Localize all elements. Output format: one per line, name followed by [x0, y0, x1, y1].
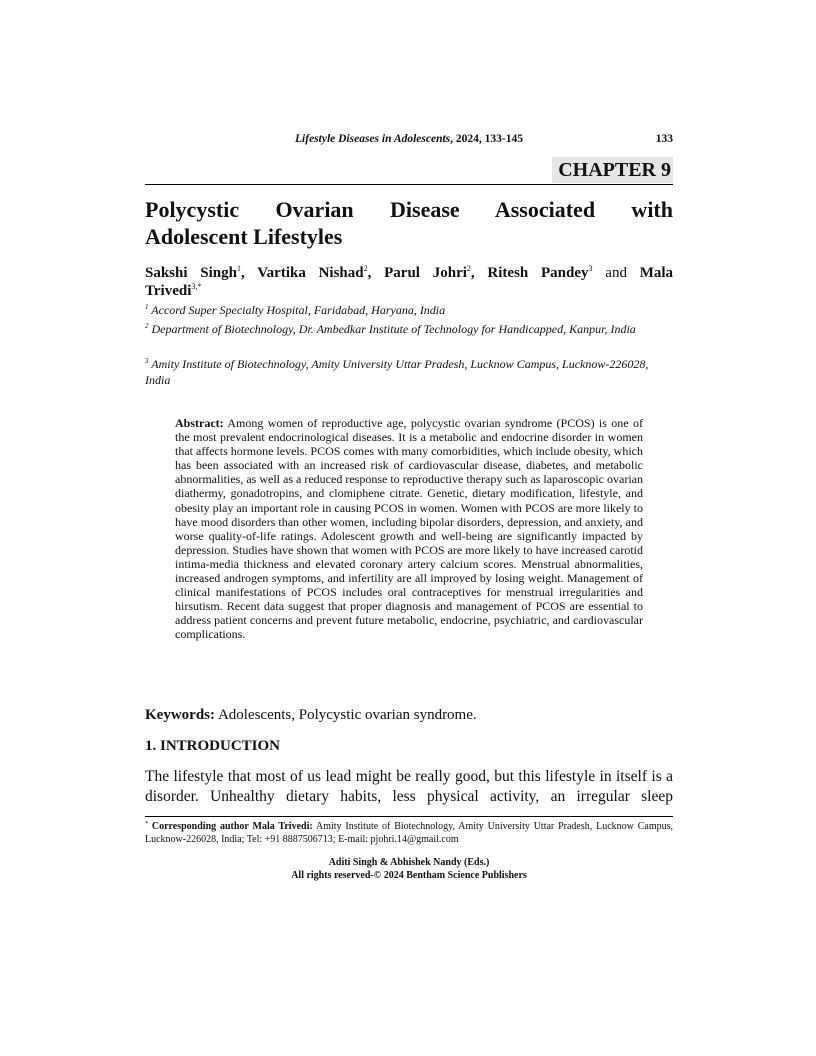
- affiliation-1: [145, 303, 673, 319]
- chapter-banner: [145, 157, 673, 185]
- author-last-name: Trivedi: [145, 283, 192, 299]
- author-affil-marker: 1: [236, 264, 241, 273]
- author-line-2: [145, 283, 201, 299]
- affiliation-text: Amity Institute of Biotechnology, Amity University Uttar Pradesh, Lucknow Campus, Lucknow-226028, India: [145, 357, 649, 387]
- chapter-title-line-1: Polycystic Ovarian Disease Associated with: [145, 197, 673, 222]
- footnote-label: Corresponding author Mala Trivedi:: [151, 821, 313, 832]
- journal-name: Lifestyle Diseases in Adolescents: [295, 133, 451, 145]
- running-header: [145, 133, 673, 149]
- author-name: Parul Johri: [384, 265, 467, 281]
- author-name: Vartika Nishad: [257, 265, 364, 281]
- chapter-title-line-2: Adolescent Lifestyles: [145, 224, 343, 249]
- journal-details: , 2024, 133-145: [450, 133, 523, 145]
- footnote-text: Amity Institute of Biotechnology, Amity University Uttar Pradesh, Lucknow Campus, Lucknow-226028, India; Tel: +91 8887506713; E-mail: pjohri.14@gmail.com: [145, 821, 674, 845]
- author-line-1: Sakshi Singh$^1$, Vartika Nishad$^2$, Parul Johri$^2$, Ritesh Pandey$^3$ and Mala: [145, 264, 674, 281]
- affiliation-text: Accord Super Specialty Hospital, Faridabad, Haryana, India: [151, 303, 446, 317]
- footnote-marker: *: [145, 821, 148, 827]
- affiliation-marker: 1: [145, 303, 149, 311]
- author-affil-marker: 2: [363, 264, 368, 273]
- journal-citation: [145, 133, 673, 145]
- author-affil-marker: 3: [588, 264, 593, 273]
- section-heading-introduction: 1. INTRODUCTION: [145, 738, 281, 754]
- abstract-label: Abstract:: [175, 416, 224, 430]
- author-affil-marker: 3,*: [191, 282, 202, 291]
- keywords-text: Adolescents, Polycystic ovarian syndrome.: [217, 707, 477, 723]
- abstract: [175, 416, 643, 642]
- author-first-name: Mala: [639, 265, 674, 281]
- page-number: 133: [655, 133, 673, 145]
- abstract-text: Among women of reproductive age, polycystic ovarian syndrome (PCOS) is one of the most prevalent endocrinological diseases. It is a metabolic and endocrine disorder in women that affects hormone levels. PCOS comes with many comorbidities, which include obesity, which has been associated with an increased risk of cardiovascular disease, diabetes, and metabolic abnormalities, as well as a reduced response to reproductive therapy such as laparoscopic ovarian diathermy, gonadotropins, and clomiphene citrate. Genetic, dietary modification, lifestyle, and obesity play an important role in causing PCOS in women. Women with PCOS are more likely to have mood disorders than other women, including bipolar disorders, depression, and anxiety, and worse quality-of-life ratings. Adolescent growth and well-being are significantly impacted by depression. Studies have shown that women with PCOS are more likely to have increased carotid intima-media thickness and elevated coronary artery calcium scores. Menstrual abnormalities, increased androgen symptoms, and infertility are all improved by losing weight. Management of clinical manifestations of PCOS includes oral contraceptives for menstrual irregularities and hirsutism. Recent data suggest that proper diagnosis and management of PCOS are essential to address patient concerns and prevent future metabolic, endocrine, psychiatric, and cardiovascular complications.: [175, 416, 643, 642]
- copyright-line: All rights reserved-© 2024 Bentham Science Publishers: [291, 869, 527, 881]
- affiliation-2: [145, 322, 673, 338]
- affiliation-3: [145, 357, 673, 388]
- author-name: Sakshi Singh: [145, 265, 237, 281]
- author-list: [145, 264, 673, 300]
- book-credits: [145, 857, 673, 882]
- corresponding-author-footnote: [145, 820, 673, 846]
- affiliation-marker: 2: [145, 322, 149, 330]
- author-conjunction: and: [605, 265, 627, 281]
- editors-line: Aditi Singh & Abhishek Nandy (Eds.): [328, 857, 490, 868]
- keywords-label: Keywords:: [145, 707, 215, 723]
- author-name: Ritesh Pandey: [487, 265, 589, 281]
- affiliation-text: Department of Biotechnology, Dr. Ambedkar Institute of Technology for Handicapped, Kanpur, India: [151, 322, 636, 336]
- keywords: [145, 706, 673, 724]
- introduction-paragraph: The lifestyle that most of us lead might be really good, but this lifestyle in itself is a disorder. Unhealthy dietary habits, less physical activity, an irregular sleep: [145, 768, 673, 805]
- affiliation-marker: 3: [145, 357, 149, 365]
- footnote-divider: [145, 816, 673, 817]
- chapter-label: CHAPTER 9: [552, 157, 673, 183]
- chapter-title: [145, 196, 673, 250]
- author-affil-marker: 2: [466, 264, 471, 273]
